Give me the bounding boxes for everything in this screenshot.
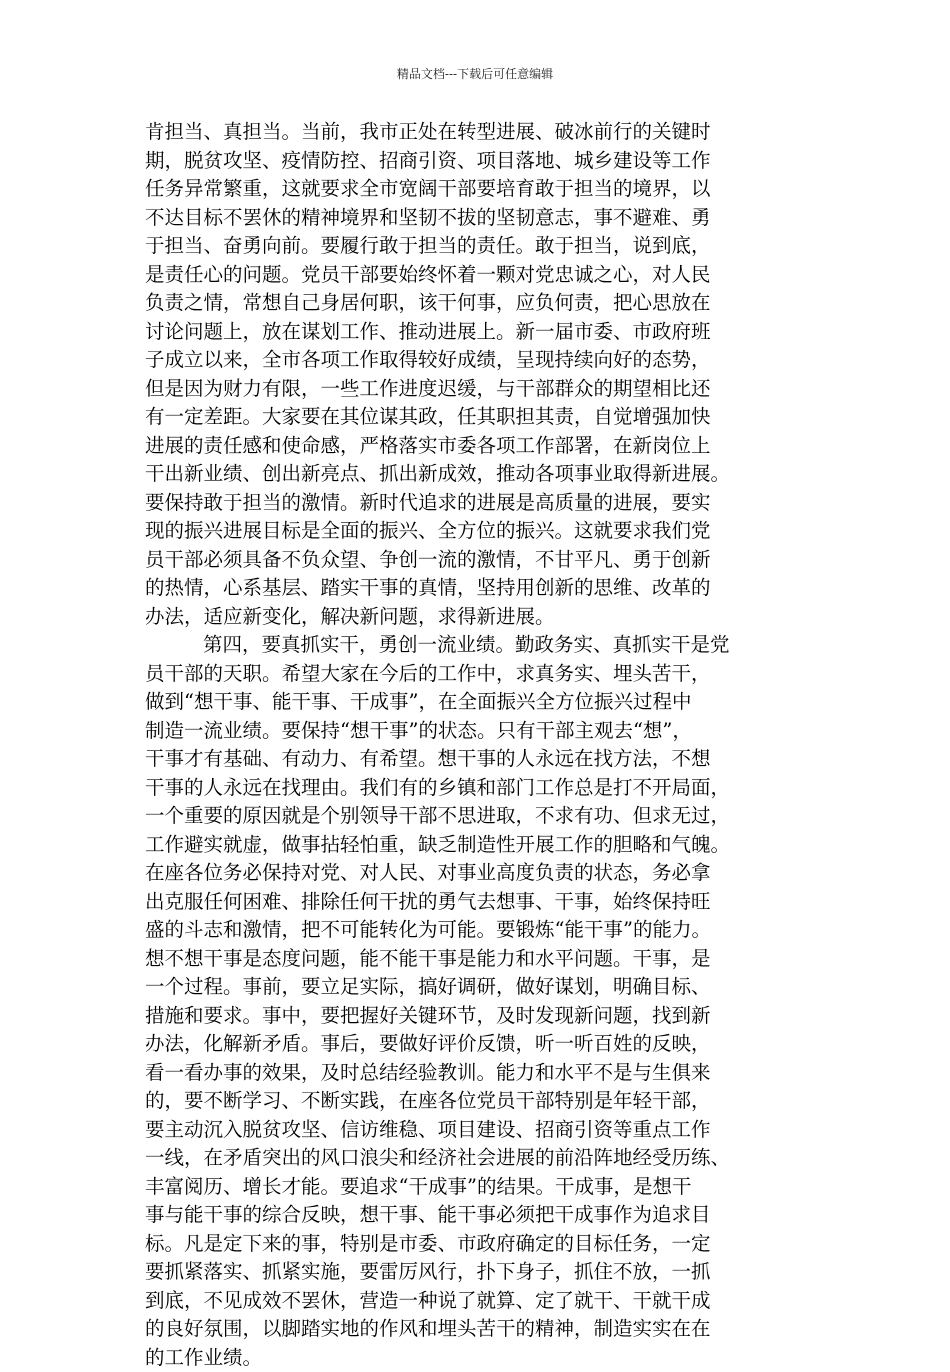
text-line: 一线，在矛盾突出的风口浪尖和经济社会进展的前沿阵地经受历练、 xyxy=(145,1144,835,1173)
text-line: 于担当、奋勇向前。要履行敢于担当的责任。敢于担当，说到底， xyxy=(145,232,835,261)
text-line: 盛的斗志和激情，把不可能转化为可能。要锻炼“能干事”的能力。 xyxy=(145,916,835,945)
text-line: 子成立以来，全市各项工作取得较好成绩，呈现持续向好的态势， xyxy=(145,346,835,375)
text-line: 出克服任何困难、排除任何干扰的勇气去想事、干事，始终保持旺 xyxy=(145,888,835,917)
text-line: 办法，适应新变化，解决新问题，求得新进展。 xyxy=(145,603,835,632)
text-line: 到底，不见成效不罢休，营造一种说了就算、定了就干、干就干成 xyxy=(145,1287,835,1316)
text-line: 要保持敢于担当的激情。新时代追求的进展是高质量的进展，要实 xyxy=(145,489,835,518)
text-line: 但是因为财力有限，一些工作进度迟缓，与干部群众的期望相比还 xyxy=(145,375,835,404)
text-line: 的热情，心系基层、踏实干事的真情，坚持用创新的思维、改革的 xyxy=(145,574,835,603)
text-line: 的良好氛围，以脚踏实地的作风和埋头苦干的精神，制造实实在在 xyxy=(145,1315,835,1344)
paragraph-start-line: 第四，要真抓实干，勇创一流业绩。勤政务实、真抓实干是党 xyxy=(145,631,835,660)
text-line: 做到“想干事、能干事、干成事”，在全面振兴全方位振兴过程中 xyxy=(145,688,835,717)
text-line: 在座各位务必保持对党、对人民、对事业高度负责的状态，务必拿 xyxy=(145,859,835,888)
text-line: 员干部的天职。希望大家在今后的工作中，求真务实、埋头苦干， xyxy=(145,660,835,689)
text-line: 标。凡是定下来的事，特别是市委、市政府确定的目标任务，一定 xyxy=(145,1230,835,1259)
text-line: 要主动沉入脱贫攻坚、信访维稳、项目建设、招商引资等重点工作 xyxy=(145,1116,835,1145)
text-line: 有一定差距。大家要在其位谋其政，任其职担其责，自觉增强加快 xyxy=(145,403,835,432)
text-line: 期，脱贫攻坚、疫情防控、招商引资、项目落地、城乡建设等工作 xyxy=(145,147,835,176)
text-line: 一个重要的原因就是个别领导干部不思进取，不求有功、但求无过， xyxy=(145,802,835,831)
text-line: 干出新业绩、创出新亮点、抓出新成效，推动各项事业取得新进展。 xyxy=(145,460,835,489)
text-line: 任务异常繁重，这就要求全市宽阔干部要培育敢于担当的境界，以 xyxy=(145,175,835,204)
text-line: 现的振兴进展目标是全面的振兴、全方位的振兴。这就要求我们党 xyxy=(145,517,835,546)
text-line: 干事的人永远在找理由。我们有的乡镇和部门工作总是打不开局面， xyxy=(145,774,835,803)
text-line: 进展的责任感和使命感，严格落实市委各项工作部署，在新岗位上 xyxy=(145,432,835,461)
text-line: 负责之情，常想自己身居何职，该干何事，应负何责，把心思放在 xyxy=(145,289,835,318)
text-line: 一个过程。事前，要立足实际，搞好调研，做好谋划，明确目标、 xyxy=(145,973,835,1002)
text-line: 措施和要求。事中，要把握好关键环节，及时发现新问题，找到新 xyxy=(145,1002,835,1031)
text-line: 的工作业绩。 xyxy=(145,1344,835,1372)
text-line: 看一看办事的效果，及时总结经验教训。能力和水平不是与生俱来 xyxy=(145,1059,835,1088)
text-line: 干事才有基础、有动力、有希望。想干事的人永远在找方法，不想 xyxy=(145,745,835,774)
text-line: 想不想干事是态度问题，能不能干事是能力和水平问题。干事，是 xyxy=(145,945,835,974)
text-line: 事与能干事的综合反映，想干事、能干事必须把干成事作为追求目 xyxy=(145,1201,835,1230)
text-line: 的，要不断学习、不断实践，在座各位党员干部特别是年轻干部， xyxy=(145,1087,835,1116)
text-line: 办法，化解新矛盾。事后，要做好评价反馈，听一听百姓的反映， xyxy=(145,1030,835,1059)
text-line: 不达目标不罢休的精神境界和坚韧不拔的坚韧意志，事不避难、勇 xyxy=(145,204,835,233)
text-line: 是责任心的问题。党员干部要始终怀着一颗对党忠诚之心，对人民 xyxy=(145,261,835,290)
text-line: 制造一流业绩。要保持“想干事”的状态。只有干部主观去“想”， xyxy=(145,717,835,746)
page-header: 精品文档---下载后可任意编辑 xyxy=(0,66,950,82)
text-line: 要抓紧落实、抓紧实施，要雷厉风行，扑下身子，抓住不放，一抓 xyxy=(145,1258,835,1287)
text-line: 丰富阅历、增长才能。要追求“干成事”的结果。干成事，是想干 xyxy=(145,1173,835,1202)
text-line: 员干部必须具备不负众望、争创一流的激情，不甘平凡、勇于创新 xyxy=(145,546,835,575)
text-line: 工作避实就虚，做事拈轻怕重，缺乏制造性开展工作的胆略和气魄。 xyxy=(145,831,835,860)
text-line: 讨论问题上，放在谋划工作、推动进展上。新一届市委、市政府班 xyxy=(145,318,835,347)
document-body xyxy=(145,118,835,1372)
text-line: 肯担当、真担当。当前，我市正处在转型进展、破冰前行的关键时 xyxy=(145,118,835,147)
